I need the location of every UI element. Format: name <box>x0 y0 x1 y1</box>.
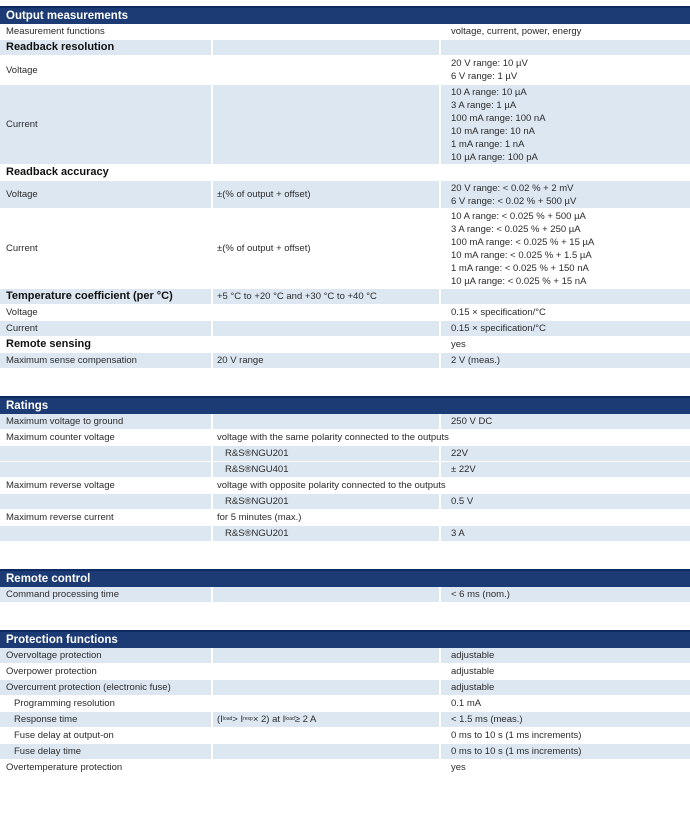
row-label: Maximum sense compensation <box>0 353 213 368</box>
table-row <box>0 305 690 321</box>
row-label: Overtemperature protection <box>0 760 213 775</box>
row-value: 0 ms to 10 s (1 ms increments) <box>451 746 582 757</box>
value-line: 100 mA range: 100 nA <box>451 112 546 124</box>
value-line: 10 mA range: 10 nA <box>451 125 535 137</box>
row-label: Voltage <box>0 305 213 320</box>
row-value: < 6 ms (nom.) <box>451 589 510 600</box>
row-value: voltage, current, power, energy <box>451 26 582 37</box>
row-value: 0.15 × specification/°C <box>451 323 546 334</box>
subheading-temperature-coefficient: Temperature coefficient (per °C) <box>0 289 213 304</box>
row-label: Fuse delay at output-on <box>14 730 114 741</box>
table-row <box>0 24 690 40</box>
table-subheading-row <box>0 40 690 56</box>
row-value: adjustable <box>451 666 495 677</box>
value-line: 20 V range: < 0.02 % + 2 mV <box>451 182 574 194</box>
table-row <box>0 430 690 446</box>
model-name: R&S®NGU201 <box>213 446 441 461</box>
row-label: Maximum counter voltage <box>0 430 213 445</box>
row-label: Current <box>0 209 213 288</box>
row-label: Overpower protection <box>0 664 213 679</box>
row-label: Voltage <box>0 56 213 84</box>
row-value: 0.1 mA <box>451 698 482 709</box>
subheading-readback-accuracy: Readback accuracy <box>0 165 213 180</box>
row-value: 2 V (meas.) <box>451 355 501 366</box>
subheading-remote-sensing: Remote sensing <box>0 337 213 352</box>
table-row <box>0 648 690 664</box>
table-row <box>0 478 690 494</box>
value-line: 10 A range: 10 µA <box>451 86 527 98</box>
value-line: 1 mA range: 1 nA <box>451 138 525 150</box>
value-line: 20 V range: 10 µV <box>451 58 528 69</box>
section-gap <box>0 542 690 569</box>
table-subheading-row <box>0 289 690 305</box>
table-row <box>0 587 690 603</box>
section-title-output-measurements: Output measurements <box>0 6 690 24</box>
value-line: 10 A range: < 0.025 % + 500 µA <box>451 210 586 222</box>
row-value: 0 ms to 10 s (1 ms increments) <box>451 730 582 741</box>
row-value <box>441 209 690 288</box>
row-label: Maximum reverse voltage <box>0 478 213 493</box>
row-value <box>441 85 690 164</box>
table-subheading-row <box>0 165 690 181</box>
section-title-protection-functions: Protection functions <box>0 630 690 648</box>
row-value <box>441 56 690 84</box>
table-row <box>0 56 690 85</box>
value-line: 3 A range: 1 µA <box>451 99 517 111</box>
row-label: Current <box>0 321 213 336</box>
table-row <box>0 696 690 712</box>
row-note: (I load > I resp × 2) at I load ≥ 2 A <box>213 712 441 727</box>
row-label: Response time <box>14 714 78 725</box>
table-row <box>0 664 690 680</box>
row-value: 250 V DC <box>451 416 493 427</box>
row-value: yes <box>451 339 466 350</box>
table-row <box>0 446 690 462</box>
row-label: Voltage <box>0 181 213 208</box>
table-subheading-row <box>0 337 690 353</box>
table-row <box>0 462 690 478</box>
row-label: Programming resolution <box>14 698 115 709</box>
subheading-readback-resolution: Readback resolution <box>0 40 213 55</box>
table-row <box>0 526 690 542</box>
section-title-remote-control: Remote control <box>0 569 690 587</box>
row-value: 22V <box>451 448 468 459</box>
row-label: Maximum reverse current <box>0 510 213 525</box>
row-label: Command processing time <box>0 587 213 602</box>
table-row <box>0 321 690 337</box>
row-label: Current <box>0 85 213 164</box>
row-note: ±(% of output + offset) <box>213 209 441 288</box>
table-row <box>0 744 690 760</box>
model-name: R&S®NGU201 <box>213 526 441 541</box>
table-row <box>0 680 690 696</box>
value-line: 3 A range: < 0.025 % + 250 µA <box>451 223 581 235</box>
row-label: Overcurrent protection (electronic fuse) <box>0 680 213 695</box>
value-line: 1 mA range: < 0.025 % + 150 nA <box>451 262 589 274</box>
value-line: 6 V range: 1 µV <box>451 71 518 82</box>
row-value <box>441 181 690 208</box>
spec-sheet <box>0 6 690 776</box>
row-note <box>213 24 441 39</box>
row-note: 20 V range <box>213 353 441 368</box>
model-name: R&S®NGU401 <box>213 462 441 477</box>
row-note: voltage with the same polarity connected to the outputs <box>217 432 449 443</box>
table-row <box>0 414 690 430</box>
section-gap <box>0 369 690 396</box>
row-label: Fuse delay time <box>14 746 82 757</box>
table-row <box>0 712 690 728</box>
value-line: 10 µA range: < 0.025 % + 15 nA <box>451 275 587 287</box>
row-note: ±(% of output + offset) <box>213 181 441 208</box>
section-title-ratings: Ratings <box>0 396 690 414</box>
row-label: Measurement functions <box>0 24 213 39</box>
table-row <box>0 510 690 526</box>
row-note: +5 °C to +20 °C and +30 °C to +40 °C <box>213 289 441 304</box>
model-name: R&S®NGU201 <box>213 494 441 509</box>
row-value: 0.5 V <box>451 496 474 507</box>
value-line: 6 V range: < 0.02 % + 500 µV <box>451 195 577 207</box>
table-row <box>0 760 690 776</box>
row-value: ± 22V <box>451 464 476 475</box>
row-label: Overvoltage protection <box>0 648 213 663</box>
row-note: voltage with opposite polarity connected to the outputs <box>217 480 446 491</box>
value-line: 100 mA range: < 0.025 % + 15 µA <box>451 236 595 248</box>
row-note: for 5 minutes (max.) <box>217 512 302 523</box>
table-row <box>0 181 690 209</box>
row-value: < 1.5 ms (meas.) <box>451 714 523 725</box>
row-value: yes <box>451 762 466 773</box>
row-value: adjustable <box>451 682 495 693</box>
table-row <box>0 209 690 289</box>
table-row <box>0 85 690 165</box>
table-row <box>0 728 690 744</box>
table-row <box>0 353 690 369</box>
value-line: 10 mA range: < 0.025 % + 1.5 µA <box>451 249 592 261</box>
row-label: Maximum voltage to ground <box>0 414 213 429</box>
row-value: adjustable <box>451 650 495 661</box>
row-value: 3 A <box>451 528 465 539</box>
section-gap <box>0 603 690 630</box>
value-line: 10 µA range: 100 pA <box>451 151 538 163</box>
table-row <box>0 494 690 510</box>
row-value: 0.15 × specification/°C <box>451 307 546 318</box>
